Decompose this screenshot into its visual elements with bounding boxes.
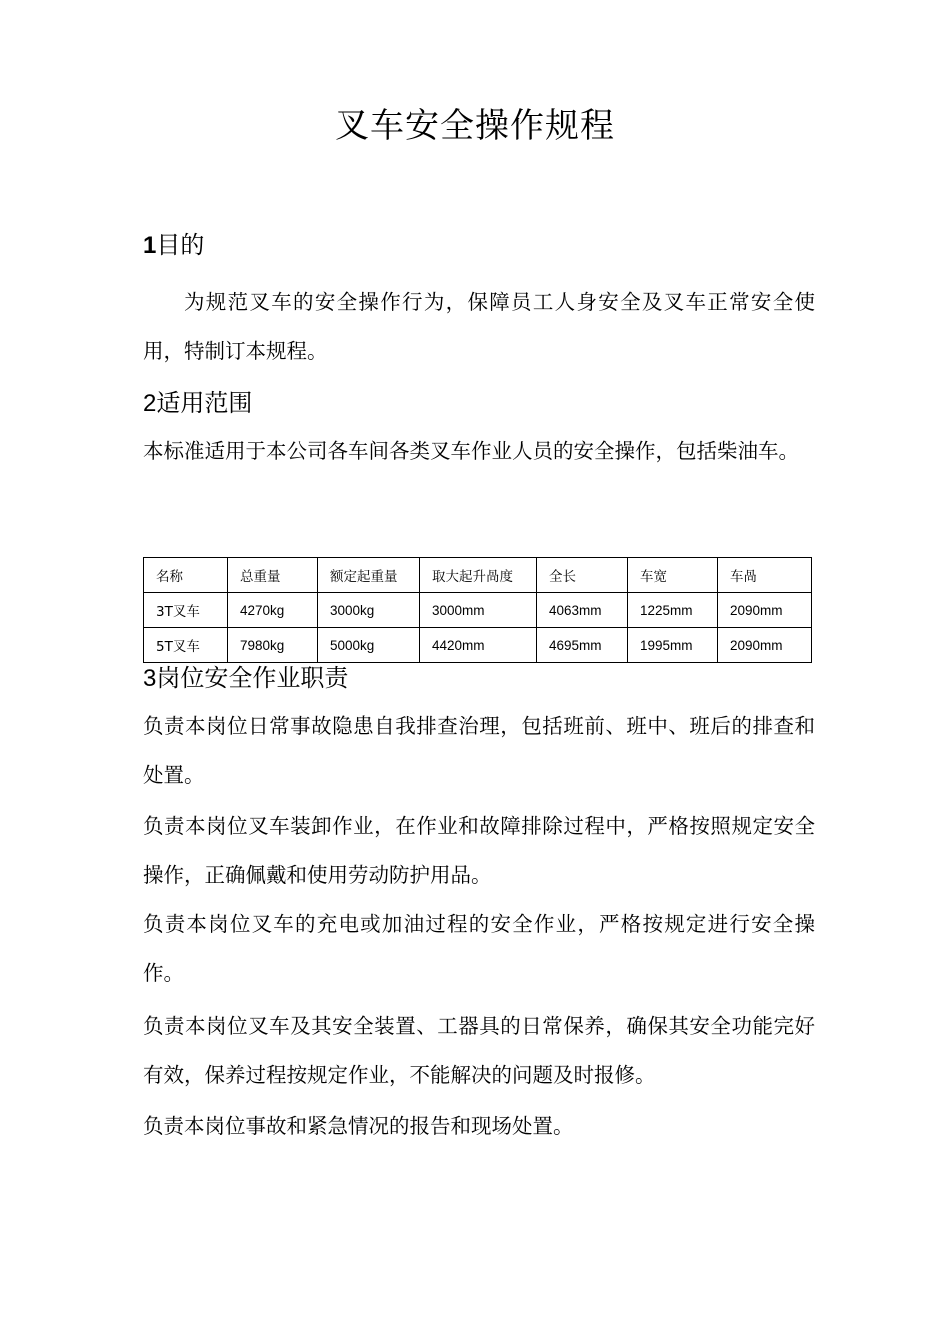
section-2-heading	[143, 386, 252, 421]
table-header-cell: 总重量	[228, 558, 318, 593]
table-cell: 3000mm	[420, 593, 537, 628]
section-3-number: 3	[143, 665, 157, 692]
table-header-cell: 名称	[144, 558, 228, 593]
table-cell: 4063mm	[537, 593, 628, 628]
section-1-title: 目的	[156, 231, 205, 259]
section-1-number: 1	[143, 232, 157, 259]
table-cell: 4420mm	[420, 628, 537, 663]
table-cell: 1995mm	[628, 628, 718, 663]
table-cell: 4695mm	[537, 628, 628, 663]
table-cell: 4270kg	[228, 593, 318, 628]
section-3-item: 负责本岗位叉车及其安全装置、工器具的日常保养，确保其安全功能完好有效，保养过程按规定作业，不能解决的问题及时报修。	[143, 1014, 815, 1087]
section-3-heading	[143, 661, 348, 696]
section-1-heading	[143, 228, 204, 263]
document-title: 叉车安全操作规程	[335, 106, 615, 146]
section-2-paragraph: 本标准适用于本公司各车间各类叉车作业人员的安全操作，包括柴油车。	[143, 439, 799, 463]
table-header-cell: 车咼	[718, 558, 812, 593]
table-cell: 3000kg	[318, 593, 420, 628]
table-header-cell: 全长	[537, 558, 628, 593]
table-cell: 7980kg	[228, 628, 318, 663]
section-3-item: 负责本岗位日常事故隐患自我排查治理，包括班前、班中、班后的排查和处置。	[143, 714, 815, 787]
section-1-paragraph: 为规范叉车的安全操作行为，保障员工人身安全及叉车正常安全使用，特制订本规程。	[143, 290, 815, 363]
table-cell: 2090mm	[718, 628, 812, 663]
section-3-item: 负责本岗位事故和紧急情况的报告和现场处置。	[143, 1114, 574, 1138]
section-2-number: 2	[143, 390, 157, 417]
section-3-title: 岗位安全作业职责	[156, 664, 349, 692]
table-cell: 5000kg	[318, 628, 420, 663]
table-cell: 5T叉车	[144, 628, 228, 663]
section-2-title: 适用范围	[156, 389, 253, 417]
table-row	[144, 628, 812, 663]
table-row	[144, 593, 812, 628]
forklift-spec-table	[143, 557, 812, 663]
table-header-row	[144, 558, 812, 593]
table-cell: 1225mm	[628, 593, 718, 628]
table-header-cell: 车宽	[628, 558, 718, 593]
table-header-cell: 取大起升咼度	[420, 558, 537, 593]
section-3-item: 负责本岗位叉车的充电或加油过程的安全作业，严格按规定进行安全操作。	[143, 912, 815, 985]
table-cell: 3T叉车	[144, 593, 228, 628]
section-3-item: 负责本岗位叉车装卸作业，在作业和故障排除过程中，严格按照规定安全操作，正确佩戴和使用劳动防护用品。	[143, 814, 815, 887]
table-cell: 2090mm	[718, 593, 812, 628]
table-header-cell: 额定起重量	[318, 558, 420, 593]
